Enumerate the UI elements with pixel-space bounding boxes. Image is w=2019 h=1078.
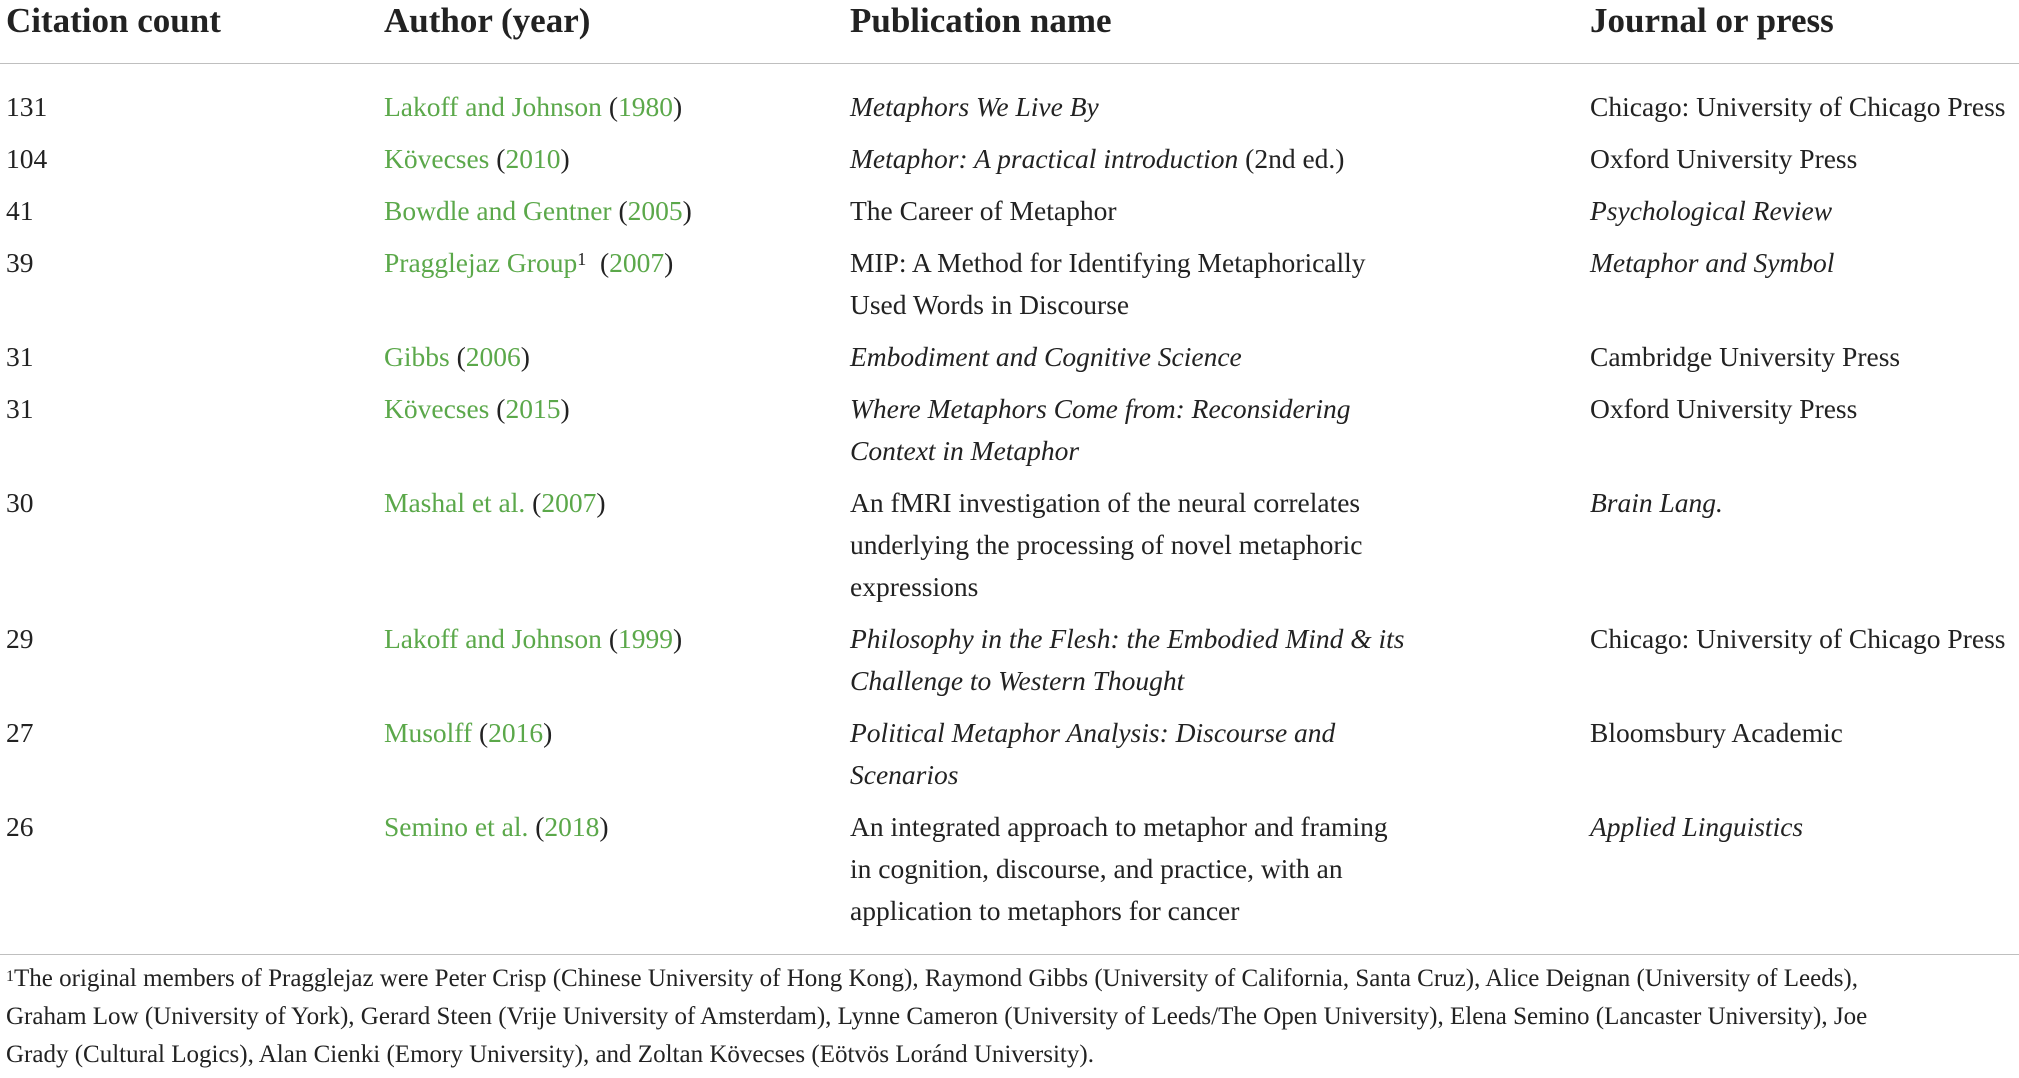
- year-link[interactable]: 2015: [505, 393, 561, 424]
- journal-press-cell: Chicago: University of Chicago Press: [1590, 91, 2006, 122]
- year-link[interactable]: 2016: [488, 717, 544, 748]
- journal-press-cell: Chicago: University of Chicago Press: [1590, 623, 2006, 654]
- publication-text: Metaphor: A practical introduction: [850, 143, 1239, 174]
- year-link[interactable]: 1980: [617, 91, 673, 122]
- publication-name-cell: [844, 190, 1584, 242]
- publication-text: Embodiment and Cognitive Science: [850, 341, 1242, 372]
- year-link[interactable]: 2007: [541, 487, 597, 518]
- citation-count-cell: 39: [6, 247, 34, 278]
- table-row: [0, 482, 2019, 618]
- citation-count-cell: 31: [6, 341, 34, 372]
- author-link[interactable]: Kövecses: [384, 393, 490, 424]
- publication-name-cell: [844, 336, 1584, 388]
- publication-text: Philosophy in the Flesh: the Embodied Mind & its Challenge to Western Thought: [850, 623, 1405, 696]
- publication-name-cell: [844, 712, 1584, 806]
- year-link[interactable]: 2007: [609, 247, 665, 278]
- citation-count-cell: 31: [6, 393, 34, 424]
- publication-text: MIP: A Method for Identifying Metaphorically Used Words in Discourse: [850, 247, 1366, 320]
- author-year-cell: Musolff (2016): [384, 717, 553, 748]
- footnote-marker: 1: [6, 968, 14, 985]
- citation-count-cell: 27: [6, 717, 34, 748]
- journal-press-cell: Psychological Review: [1590, 195, 1833, 226]
- footnote-line-2: Graham Low (University of York), Gerard Steen (Vrije University of Amsterdam), Lynne Cameron (University of Leeds/The Open University), Elena Semino (Lancaster University), Joe: [6, 1003, 1868, 1030]
- table-row: [0, 242, 2019, 336]
- publication-name-cell: [844, 482, 1584, 618]
- journal-press-cell: Brain Lang.: [1590, 487, 1723, 518]
- author-year-cell: Kövecses (2010): [384, 143, 570, 174]
- author-link[interactable]: Gibbs: [384, 341, 450, 372]
- table-row: [0, 138, 2019, 190]
- citation-count-cell: 131: [6, 91, 48, 122]
- author-year-cell: Semino et al. (2018): [378, 806, 844, 955]
- table-row: [0, 388, 2019, 482]
- table-body: [0, 64, 2019, 955]
- author-link[interactable]: Lakoff and Johnson: [384, 91, 602, 122]
- publication-name-cell: [844, 138, 1584, 190]
- author-year-cell: Bowdle and Gentner (2005): [384, 195, 692, 226]
- author-year-cell: Mashal et al. (2007): [384, 487, 606, 518]
- publication-text: Political Metaphor Analysis: Discourse and Scenarios: [850, 717, 1336, 790]
- footnote-ref[interactable]: 1: [577, 249, 587, 269]
- table-row: [0, 806, 2019, 955]
- journal-press-cell: Metaphor and Symbol: [1590, 247, 1835, 278]
- publication-text: An integrated approach to metaphor and framing in cognition, discourse, and practice, with an application to metaphors for cancer: [850, 811, 1388, 926]
- year-link[interactable]: 2010: [505, 143, 561, 174]
- author-year-cell: Gibbs (2006): [384, 341, 530, 372]
- publication-text: Where Metaphors Come from: Reconsidering Context in Metaphor: [850, 393, 1351, 466]
- citation-count-cell: 30: [6, 487, 34, 518]
- publication-text: The Career of Metaphor: [850, 195, 1117, 226]
- publication-text: An fMRI investigation of the neural correlates underlying the processing of novel metaphoric expressions: [850, 487, 1363, 602]
- author-year-cell: Lakoff and Johnson (1999): [384, 623, 683, 654]
- table-header-row: [0, 0, 2019, 64]
- journal-press-cell: Cambridge University Press: [1590, 341, 1901, 372]
- publication-text: (2nd ed.): [1238, 143, 1345, 174]
- publication-name-cell: [844, 64, 1584, 139]
- citation-count-cell: 104: [6, 143, 48, 174]
- author-year-cell: Pragglejaz Group$^1$ (2007): [384, 247, 674, 278]
- journal-press-cell: Bloomsbury Academic: [1590, 717, 1843, 748]
- journal-press-cell: Applied Linguistics: [1584, 806, 2019, 955]
- publication-name-cell: [844, 388, 1584, 482]
- header-publication-name: Publication name: [844, 0, 1584, 64]
- publication-name-cell: [844, 618, 1584, 712]
- journal-press-cell: Oxford University Press: [1590, 143, 1858, 174]
- footnote-line-3: Grady (Cultural Logics), Alan Cienki (Emory University), and Zoltan Kövecses (Eötvös Loránd University).: [6, 1041, 1094, 1068]
- footnote: [6, 960, 2016, 1074]
- header-author-year: Author (year): [378, 0, 844, 64]
- citation-count-cell: 41: [6, 195, 34, 226]
- table-row: [0, 618, 2019, 712]
- author-link[interactable]: Kövecses: [384, 143, 490, 174]
- header-journal-press: Journal or press: [1584, 0, 2019, 64]
- table-row: [0, 712, 2019, 806]
- author-link[interactable]: Musolff: [384, 717, 473, 748]
- author-link[interactable]: Mashal et al.: [384, 487, 526, 518]
- author-year-cell: Lakoff and Johnson (1980): [384, 91, 683, 122]
- year-link[interactable]: 2006: [465, 341, 521, 372]
- year-link[interactable]: 1999: [617, 623, 673, 654]
- publication-name-cell: [844, 806, 1584, 955]
- author-link[interactable]: Semino et al.: [384, 811, 529, 842]
- table-row: [0, 336, 2019, 388]
- year-link[interactable]: 2005: [627, 195, 683, 226]
- year-link[interactable]: 2018: [544, 811, 600, 842]
- publication-name-cell: [844, 242, 1584, 336]
- author-year-cell: Kövecses (2015): [384, 393, 570, 424]
- author-link[interactable]: Lakoff and Johnson: [384, 623, 602, 654]
- citation-count-cell: 29: [6, 623, 34, 654]
- footnote-line-1: The original members of Pragglejaz were Peter Crisp (Chinese University of Hong Kong), Raymond Gibbs (University of California, Santa Cruz), Alice Deignan (University of Leeds),: [14, 965, 1858, 992]
- journal-press-cell: Oxford University Press: [1590, 393, 1858, 424]
- author-link[interactable]: Bowdle and Gentner: [384, 195, 612, 226]
- author-link[interactable]: Pragglejaz Group: [384, 247, 578, 278]
- table-row: [0, 190, 2019, 242]
- citation-count-cell: 26: [0, 806, 378, 955]
- header-citation-count: Citation count: [0, 0, 378, 64]
- table-row: [0, 64, 2019, 139]
- publication-text: Metaphors We Live By: [850, 91, 1099, 122]
